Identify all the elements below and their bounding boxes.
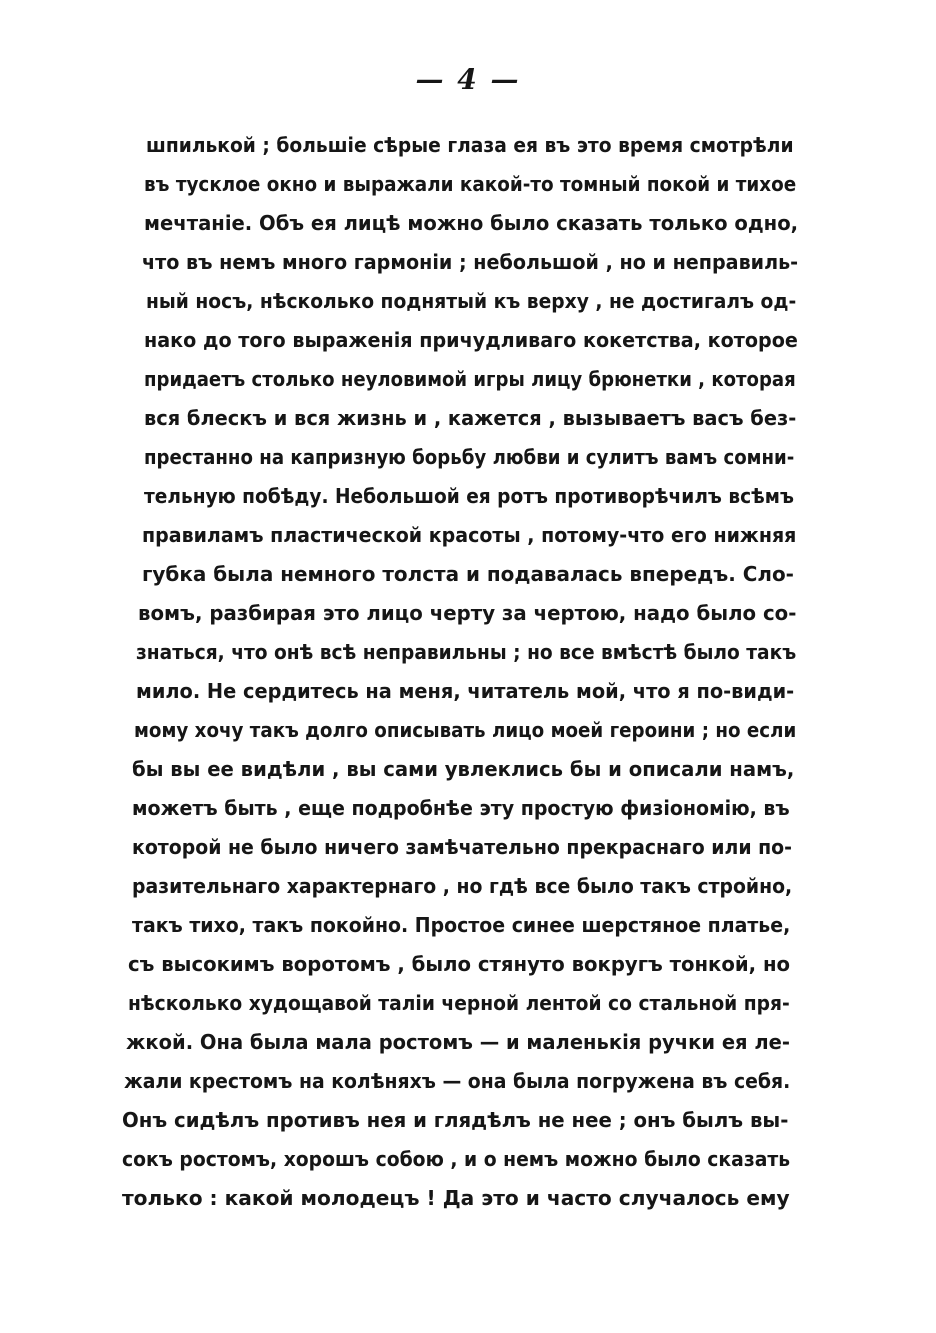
- text-line: разительнаго характернаго , но гдѣ все было такъ стройно,: [132, 874, 793, 898]
- text-line: бы вы ее видѣли , вы сами увлеклись бы и описали намъ,: [132, 757, 795, 781]
- text-line: только : какой молодецъ ! Да это и часто случалось ему: [122, 1186, 790, 1210]
- text-line: вомъ, разбирая это лицо черту за чертою, надо было со-: [138, 601, 797, 625]
- text-line: знаться, что онѣ всѣ неправильны ; но все вмѣстѣ было такъ: [136, 640, 797, 664]
- text-line: съ высокимъ воротомъ , было стянуто вокругъ тонкой, но: [128, 952, 791, 976]
- text-line: правиламъ пластической красоты , потому-что его нижняя: [142, 523, 797, 547]
- text-line: губка была немного толста и подавалась впередъ. Сло-: [142, 562, 794, 586]
- text-line: такъ тихо, такъ покойно. Простое синее шерстяное платье,: [132, 913, 791, 937]
- text-line: можетъ быть , еще подробнѣе эту простую физіономію, въ: [132, 796, 790, 820]
- text-line: мому хочу такъ долго описывать лицо моей героини ; но если: [134, 718, 797, 742]
- body-text: [122, 126, 822, 1218]
- text-line: нѣсколько худощавой таліи черной лентой со стальной пря-: [128, 991, 790, 1015]
- text-line: престанно на капризную борьбу любви и сулитъ вамъ сомни-: [144, 445, 795, 469]
- text-line: мечтаніе. Объ ея лицѣ можно было сказать только одно,: [144, 211, 799, 235]
- text-line: въ тусклое окно и выражали какой-то томный покой и тихое: [144, 172, 797, 196]
- text-line: сокъ ростомъ, хорошъ собою , и о немъ можно было сказать: [122, 1147, 791, 1171]
- text-line: жали крестомъ на колѣняхъ — она была погружена въ себя.: [124, 1069, 791, 1093]
- text-line: мило. Не сердитесь на меня, читатель мой, что я по-види-: [136, 679, 795, 703]
- text-line: придаетъ столько неуловимой игры лицу брюнетки , которая: [144, 367, 796, 391]
- text-line: нако до того выраженія причудливаго кокетства, которое: [144, 328, 798, 352]
- text-line: шпилькой ; большіе сѣрые глаза ея въ это время смотрѣли: [146, 133, 794, 157]
- text-line: жкой. Она была мала ростомъ — и маленькія ручки ея ле-: [126, 1030, 790, 1054]
- text-line: ный носъ, нѣсколько поднятый къ верху , не достигалъ од-: [146, 289, 797, 313]
- text-line: которой не было ничего замѣчательно прекраснаго или по-: [132, 835, 792, 859]
- text-line: тельную побѣду. Небольшой ея ротъ противорѣчилъ всѣмъ: [144, 484, 794, 508]
- text-line: Онъ сидѣлъ противъ нея и глядѣлъ не нее ; онъ былъ вы-: [122, 1108, 789, 1132]
- text-line: что въ немъ много гармоніи ; небольшой , но и неправиль-: [142, 250, 799, 274]
- page-number: — 4 —: [415, 63, 521, 96]
- text-line: вся блескъ и вся жизнь и , кажется , вызываетъ васъ без-: [144, 406, 797, 430]
